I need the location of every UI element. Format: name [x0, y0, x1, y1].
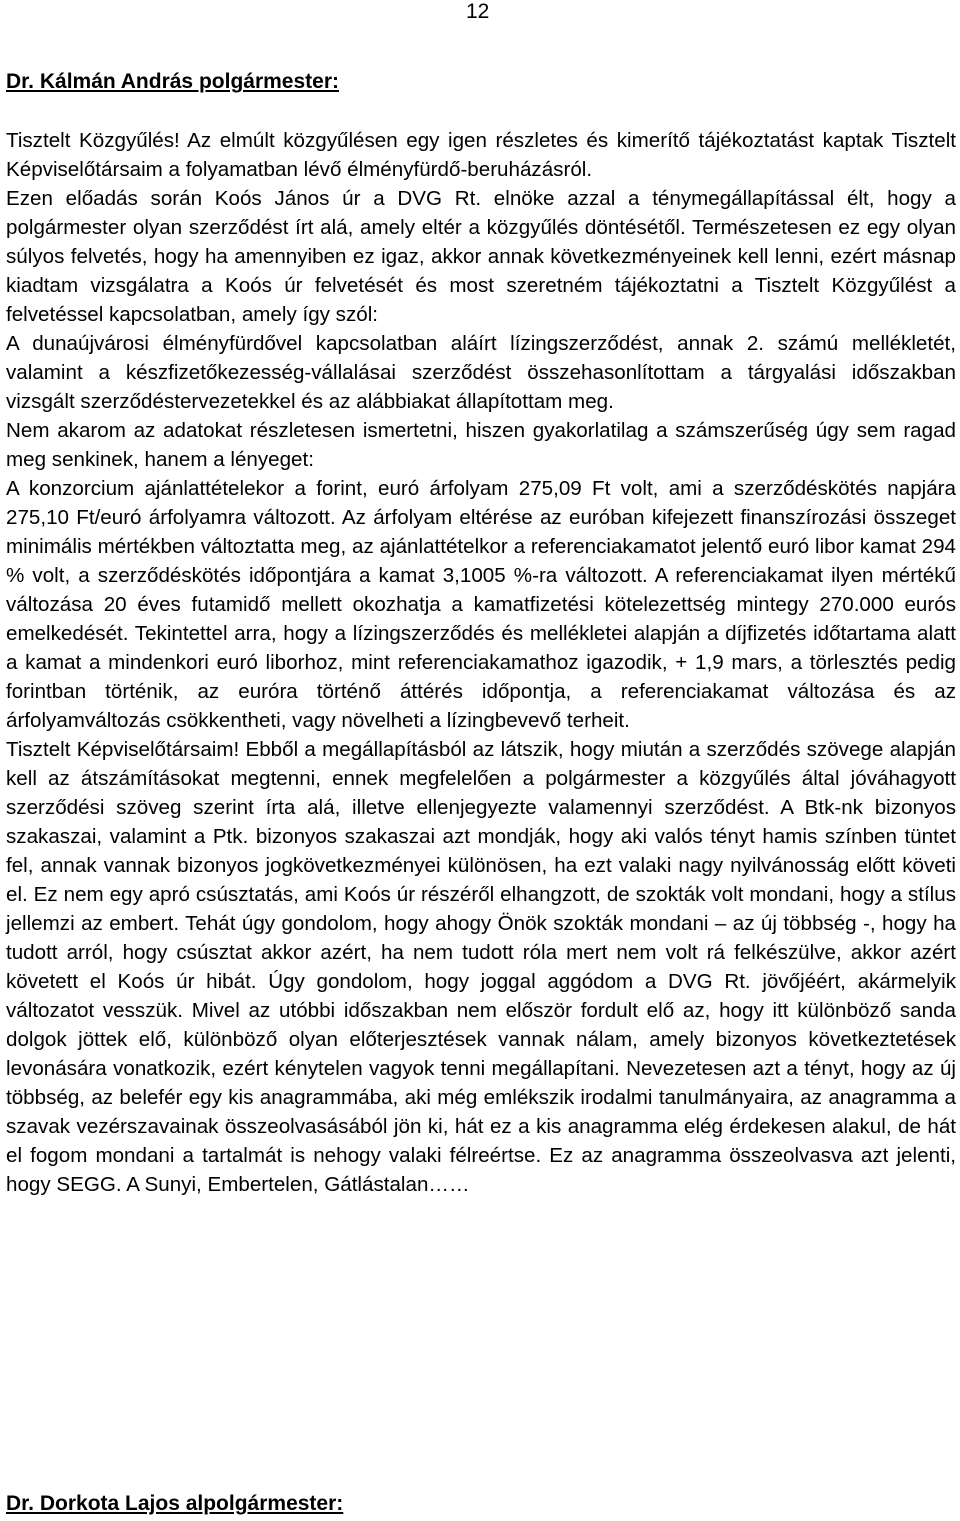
speech-body [6, 126, 956, 1199]
speaker-heading: Dr. Kálmán András polgármester: [6, 70, 339, 93]
paragraph: Nem akarom az adatokat részletesen ismertetni, hiszen gyakorlatilag a számszerűség úgy sem ragad meg senkinek, hanem a lényeget: [6, 419, 956, 471]
paragraph: Tisztelt Képviselőtársaim! Ebből a megállapításból az látszik, hogy miután a szerződés szövege alapján kell az átszámításokat megtenni, ennek megfelelően a polgármester a közgyűlés által jóváhagyott szerződési szöveg szerint írta alá, illetve ellenjegyezte valamennyi szerződést. A Btk-nk bizonyos szakaszai, valamint a Ptk. bizonyos szakaszai azt mondják, hogy aki valós tényt hamis színben tüntet fel, annak vannak bizonyos jogkövetkezményei különösen, ha ezt valaki nagy nyilvánosság előtt követi el. Ez nem egy apró csúsztatás, ami Koós úr részéről elhangzott, de szokták volt mondani, hogy a stílus jellemzi az embert. Tehát úgy gondolom, hogy ahogy Önök szokták mondani – az új többség -, hogy ha tudott arról, hogy csúsztat akkor azért, ha nem tudott róla mert nem volt rá felkészülve, akkor azért követett el Koós úr hibát. Úgy gondolom, hogy joggal aggódom a DVG Rt. jövőjéért, akármelyik változatot vesszük. Mivel az utóbbi időszakban nem először fordult elő az, hogy itt különböző sanda dolgok jöttek elő, különböző olyan előterjesztések vannak nálam, amely bizonyos következtetések levonására vonatkozik, ezért kénytelen vagyok tenni megállapítani. Nevezetesen azt a tényt, hogy az új többség, az belefér egy kis anagrammába, aki még emlékszik irodalmi tanulmányaira, az anagramma a szavak vezérszavainak összeolvasásából jön ki, hát ez a kis anagramma elég érdekesen alakul, de hát el fogom mondani a tartalmát is nehogy valaki félreértse. Ez az anagramma összeolvasva azt jelenti, hogy SEGG. A Sunyi, Embertelen, Gátlástalan…… [6, 738, 956, 1196]
speaker-heading: Dr. Dorkota Lajos alpolgármester: [6, 1492, 344, 1515]
paragraph: Tisztelt Közgyűlés! Az elmúlt közgyűlésen egy igen részletes és kimerítő tájékoztatást kaptak Tisztelt Képviselőtársaim a folyamatban lévő élményfürdő-beruházásról. [6, 129, 956, 181]
paragraph: A konzorcium ajánlattételekor a forint, euró árfolyam 275,09 Ft volt, ami a szerződéskötés napjára 275,10 Ft/euró árfolyamra változott. Az árfolyam eltérése az euróban kifejezett finanszírozási összeget minimális mértékben változtatta meg, az ajánlattételkor a referenciakamatot jelentő euró libor kamat 294 % volt, a szerződéskötés időpontjára a kamat 3,1005 %-ra változott. A referenciakamat ilyen mértékű változása 20 éves futamidő mellett okozhatja a kamatfizetési kötelezettség mintegy 270.000 eurós emelkedését. Tekintettel arra, hogy a lízingszerződés és mellékletei alapján a díjfizetés időtartama alatt a kamat a mindenkori euró liborhoz, mint referenciakamathoz igazodik, + 1,9 mars, a törlesztés pedig forintban történik, az euróra történő áttérés időpontja, a referenciakamat változása és az árfolyamváltozás csökkentheti, vagy növelheti a lízingbevevő terheit. [6, 477, 956, 732]
page-number: 12 [466, 0, 490, 23]
paragraph: A dunaújvárosi élményfürdővel kapcsolatban aláírt lízingszerződést, annak 2. számú mellékletét, valamint a készfizetőkezesség-vállalásai szerződést összehasonlítottam a tárgyalási időszakban vizsgált szerződéstervezetekkel és az alábbiakat állapítottam meg. [6, 332, 956, 413]
paragraph: Ezen előadás során Koós János úr a DVG Rt. elnöke azzal a ténymegállapítással élt, hogy a polgármester olyan szerződést írt alá, amely eltér a közgyűlés döntésétől. Természetesen ez egy olyan súlyos felvetés, hogy ha amennyiben ez igaz, akkor annak következményeinek kell lenni, ezért másnap kiadtam vizsgálatra a Koós úr felvetését és most szeretném tájékoztatni a Tisztelt Közgyűlést a felvetéssel kapcsolatban, amely így szól: [6, 187, 956, 326]
